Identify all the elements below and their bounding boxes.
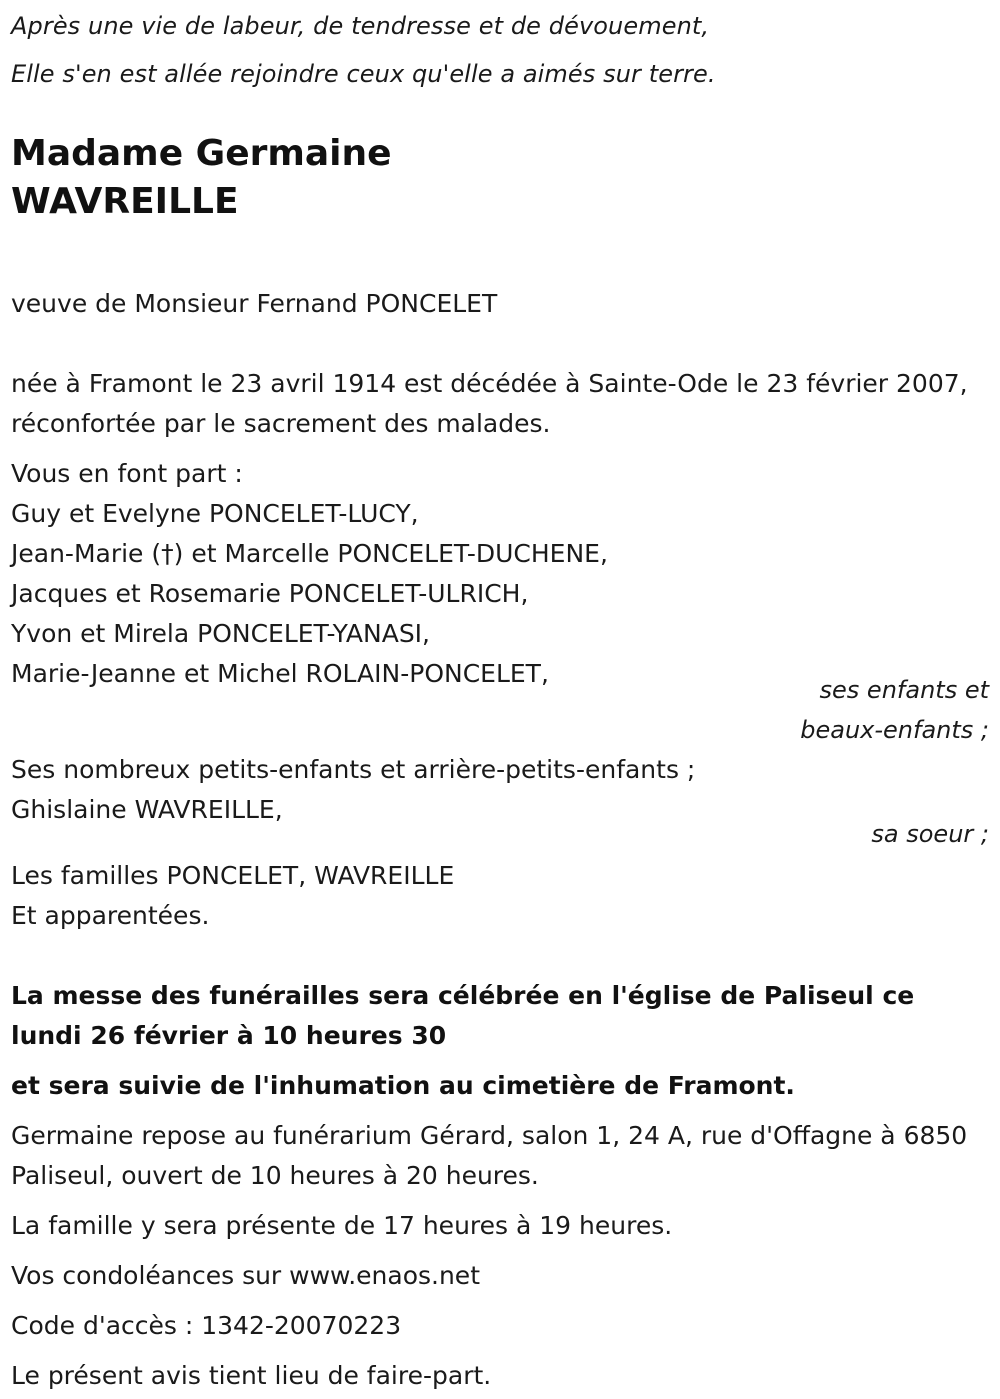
child-couple: Yvon et Mirela PONCELET-YANASI, <box>11 619 431 648</box>
sister-name: Ghislaine WAVREILLE, <box>11 795 283 824</box>
children-relation-line-1: ses enfants et <box>819 676 989 704</box>
deceased-name <box>11 130 991 226</box>
child-couple: Marie-Jeanne et Michel ROLAIN-PONCELET, <box>11 659 549 688</box>
relatives: Et apparentées. <box>11 901 210 930</box>
condolences-website: Vos condoléances sur www.enaos.net <box>11 1261 480 1290</box>
child-couple: Jean-Marie (†) et Marcelle PONCELET-DUCHENE, <box>11 539 608 568</box>
child-couple: Jacques et Rosemarie PONCELET-ULRICH, <box>11 579 529 608</box>
announcers-section <box>11 454 991 936</box>
grandchildren: Ses nombreux petits-enfants et arrière-petits-enfants ; <box>11 755 696 784</box>
death-notice <box>11 0 991 1396</box>
funerarium-info: Germaine repose au funérarium Gérard, salon 1, 24 A, rue d'Offagne à 6850 Paliseul, ouvert de 10 heures à 20 heures. <box>11 1121 968 1190</box>
intro-line-2: Elle s'en est allée rejoindre ceux qu'elle a aimés sur terre. <box>11 60 716 88</box>
funeral-mass: La messe des funérailles sera célébrée en l'église de Paliseul ce lundi 26 février à 10 heures 30 <box>11 981 915 1050</box>
families: Les familles PONCELET, WAVREILLE <box>11 861 455 890</box>
birth-death-details: née à Framont le 23 avril 1914 est décédée à Sainte-Ode le 23 février 2007, réconfortée par le sacrement des malades. <box>11 369 968 438</box>
deceased-first-line: Madame Germaine <box>11 133 392 174</box>
child-couple: Guy et Evelyne PONCELET-LUCY, <box>11 499 419 528</box>
widow-of: veuve de Monsieur Fernand PONCELET <box>11 289 498 318</box>
intro-line-1: Après une vie de labeur, de tendresse et de dévouement, <box>11 12 710 40</box>
deceased-last-name: WAVREILLE <box>11 181 239 222</box>
notice-statement: Le présent avis tient lieu de faire-part. <box>11 1361 492 1390</box>
family-presence: La famille y sera présente de 17 heures à 19 heures. <box>11 1211 673 1240</box>
sister-relation: sa soeur ; <box>871 820 989 848</box>
children-relation-line-2: beaux-enfants ; <box>800 716 989 744</box>
announcers-intro: Vous en font part : <box>11 459 243 488</box>
burial-info: et sera suivie de l'inhumation au cimetière de Framont. <box>11 1071 795 1100</box>
access-code: Code d'accès : 1342-20070223 <box>11 1311 402 1340</box>
